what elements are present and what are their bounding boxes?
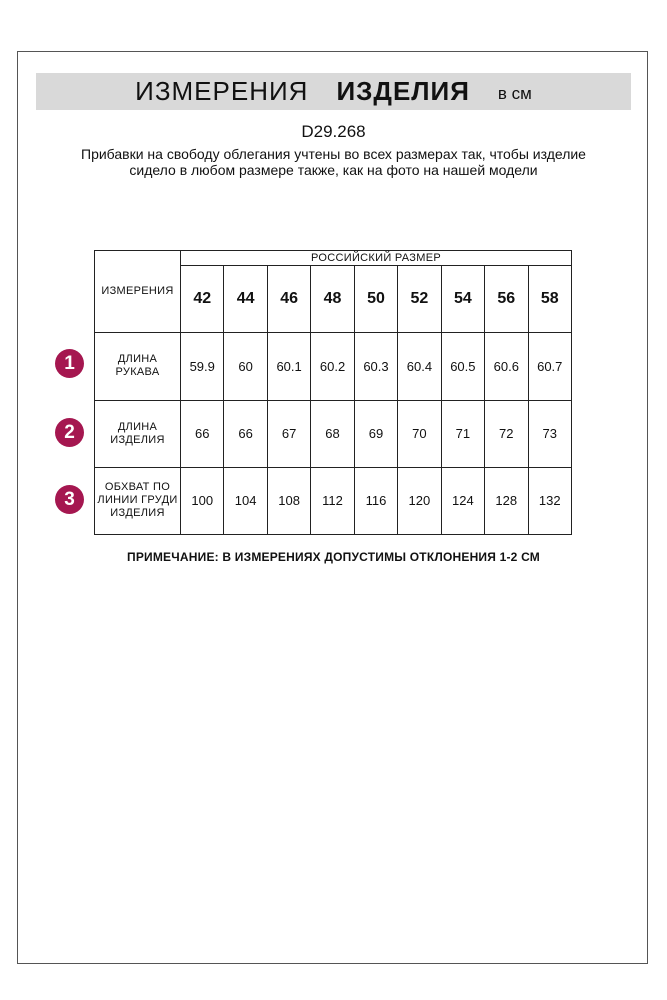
- number-badge-3: 3: [55, 485, 84, 514]
- row-label-garment-length: [95, 400, 181, 467]
- value-cell: 60.6: [485, 333, 528, 400]
- size-cell: 54: [441, 266, 484, 333]
- value-cell: 69: [354, 400, 397, 467]
- row-label-line: ДЛИНА: [117, 420, 158, 433]
- number-badge-2: 2: [55, 418, 84, 447]
- title-measurements: ИЗМЕРЕНИЯ: [135, 76, 309, 106]
- product-code: D29.268: [301, 122, 366, 141]
- value-cell: 60: [224, 333, 267, 400]
- title-unit: в см: [497, 83, 532, 103]
- row-label-line: ДЛИНА: [117, 353, 158, 366]
- value-cell: 60.1: [267, 333, 310, 400]
- row-label-line: РУКАВА: [115, 366, 160, 379]
- value-cell: 60.2: [311, 333, 354, 400]
- value-cell: 124: [441, 467, 484, 534]
- row-label-line: ЛИНИИ ГРУДИ: [97, 494, 178, 507]
- value-cell: 60.7: [528, 333, 572, 400]
- table-row: [95, 333, 572, 400]
- value-cell: 66: [181, 400, 224, 467]
- value-cell: 67: [267, 400, 310, 467]
- measurements-header: ИЗМЕРЕНИЯ: [95, 251, 181, 333]
- value-cell: 66: [224, 400, 267, 467]
- size-cell: 50: [354, 266, 397, 333]
- size-cell: 52: [398, 266, 441, 333]
- size-cell: 48: [311, 266, 354, 333]
- size-cell: 44: [224, 266, 267, 333]
- size-cell: 58: [528, 266, 572, 333]
- value-cell: 100: [181, 467, 224, 534]
- value-cell: 112: [311, 467, 354, 534]
- value-cell: 70: [398, 400, 441, 467]
- number-badge-1: 1: [55, 349, 84, 378]
- table-row: [95, 467, 572, 534]
- value-cell: 60.3: [354, 333, 397, 400]
- value-cell: 120: [398, 467, 441, 534]
- size-cell: 56: [485, 266, 528, 333]
- value-cell: 72: [485, 400, 528, 467]
- row-label-line: ОБХВАТ ПО: [104, 481, 171, 494]
- tolerance-note: ПРИМЕЧАНИЕ: В ИЗМЕРЕНИЯХ ДОПУСТИМЫ ОТКЛОНЕНИЯ 1-2 СМ: [127, 550, 540, 564]
- fit-description: Прибавки на свободу облегания учтены во всех размерах так, чтобы изделие сидело в любом размере также, как на фото на нашей модели: [81, 146, 586, 178]
- title-product: ИЗДЕЛИЯ: [336, 76, 470, 106]
- value-cell: 60.5: [441, 333, 484, 400]
- value-cell: 68: [311, 400, 354, 467]
- size-group-header: РОССИЙСКИЙ РАЗМЕР: [181, 251, 572, 266]
- value-cell: 73: [528, 400, 572, 467]
- row-label-sleeve-length: [95, 333, 181, 400]
- size-table: [94, 250, 572, 535]
- value-cell: 108: [267, 467, 310, 534]
- row-label-chest-girth: [95, 467, 181, 534]
- table-row: [95, 400, 572, 467]
- value-cell: 60.4: [398, 333, 441, 400]
- value-cell: 59.9: [181, 333, 224, 400]
- value-cell: 104: [224, 467, 267, 534]
- row-label-line: ИЗДЕЛИЯ: [110, 433, 165, 446]
- size-cell: 42: [181, 266, 224, 333]
- value-cell: 128: [485, 467, 528, 534]
- row-label-line: ИЗДЕЛИЯ: [110, 507, 165, 520]
- size-cell: 46: [267, 266, 310, 333]
- value-cell: 71: [441, 400, 484, 467]
- value-cell: 132: [528, 467, 572, 534]
- title-banner: [36, 73, 631, 110]
- value-cell: 116: [354, 467, 397, 534]
